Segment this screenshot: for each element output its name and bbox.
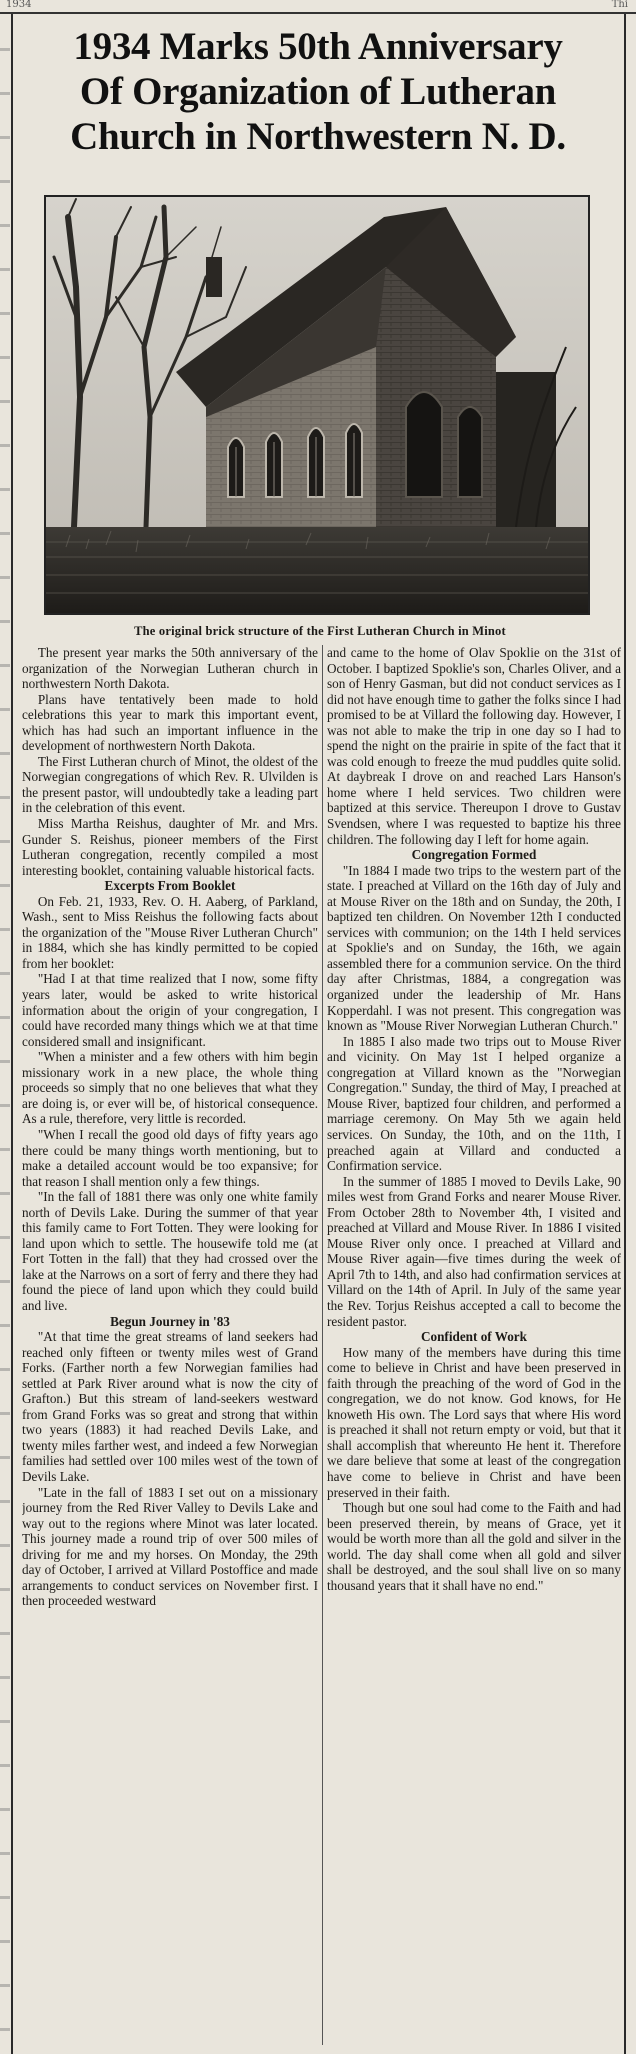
article-paragraph: and came to the home of Olav Spokliе on the 31st of October. I baptized Spoklie's son, Charles Oliver, and a son of Henry Gasman, but did not conduct services as I did not have enough time to gather the folks since I had promised to be at Villard the following day. However, I was not able to make the trip in one day so I had to spend the night on the prairie in spite of the fact that it was cold enough to freeze the mud puddles quite solid. At daybreak I drove on and reached Lars Hanson's home where I held services. Two children were baptized at this service. Thereupon I drove to Gustav Svendsen, where I was requested to baptize his three children. The following day I left for home again. — [327, 645, 621, 847]
column-rule — [322, 645, 323, 2045]
headline-line-1: 1934 Marks 50th Anniversary — [73, 25, 563, 68]
headline — [18, 24, 618, 159]
article-paragraph: In 1885 I also made two trips out to Mouse River and vicinity. On May 1st I helped organize a congregation at Villard known as the "Norwegian Congregation." Sunday, the third of May, I preached at Mouse River, baptized four children, and performed a marriage ceremony. On May 5th we again held services. On Sunday, the 10th, and on the 11th, I preached again at Villard and conducted a Confirmation service. — [327, 1033, 621, 1174]
article-paragraph: In the summer of 1885 I moved to Devils Lake, 90 miles west from Grand Forks and nearer Mouse River. From October 28th to November 4th, I visited and preached at Villard and Mouse River. In 1886 I visited Mouse River only once. I preached at Villard and Mouse River again—five times during the week of April 7th to 14th, and also had confirmation services at Villard on the 14th of April. In July of the same year the Rev. Torjus Reishus accepted a call to become the resident pastor. — [327, 1173, 621, 1329]
article-paragraph: Miss Martha Reishus, daughter of Mr. and Mrs. Gunder S. Reishus, pioneer members of the First Lutheran congregation, recently compiled a most interesting booklet, containing valuable historical facts. — [22, 816, 318, 878]
article-paragraph: "When I recall the good old days of fifty years ago there could be many things worth mentioning, but to make a detailed account would be too expansive; for that reason I shall mention only a few things. — [22, 1126, 318, 1189]
headline-line-2: Of Organization of Lutheran — [79, 70, 557, 113]
article-paragraph: On Feb. 21, 1933, Rev. O. H. Aaberg, of Parkland, Wash., sent to Miss Reishus the following facts about the organization of the "Mouse River Lutheran Church" in 1884, which she has kindly permitted to be copied from her booklet: — [22, 893, 318, 971]
page-edge-marks — [0, 30, 10, 2050]
subhead-begun-journey: Begun Journey in '83 — [110, 1313, 230, 1329]
article-paragraph: "Late in the fall of 1883 I set out on a missionary journey from the Red River Valley to Devils Lake and way out to the regions where Minot was later located. This journey made a round trip of over 500 miles of driving for me and my horses. On Monday, the 29th day of October, I arrived at Villard Postoffice and made arrangements to conduct services on November first. I then proceeded westward — [22, 1484, 318, 1609]
photo-caption: The original brick structure of the First Lutheran Church in Minot — [134, 624, 506, 638]
article-paragraph: "At that time the great streams of land seekers had reached only fifteen or twenty miles west of Grand Forks. (Farther north a few Norwegian families had settled at Park River around what is now the city of Grafton.) But this stream of land-seekers westward from Grand Forks was so great and strong that within two years (1883) it had reached Devils Lake, and twenty miles farther west, and indeed a few Norwegian families had settled over 100 miles west of the town of Devils Lake. — [22, 1329, 318, 1484]
article-paragraph: "When a minister and a few others with him begin missionary work in a new place, the whole thing proceeds so simply that no one believes that what they are doing is, or ever will be, of historical consequence. As a rule, therefore, very little is recorded. — [22, 1049, 318, 1127]
article-paragraph: Plans have tentatively been made to hold celebrations this year to mark this important event, which has had such an important influence in the development of northwestern North Dakota. — [22, 691, 318, 754]
subhead-excerpts: Excerpts From Booklet — [104, 878, 236, 894]
subhead-congregation-formed: Congregation Formed — [411, 847, 537, 863]
article-paragraph: "In 1884 I made two trips to the western part of the state. I preached at Villard on the 16th day of July and at Mouse River on the 18th and on Sunday, the 20th, I baptized ten children. On November 12th I conducted services with communion; on the 14th I held services at Spoklie's and on Sunday, the 16th, we again assembled there for a communion service. On the third day after Christmas, 1884, a congregation was organized under the leadership of Mr. Hans Kopperdahl. I was not present. This congregation was known as "Mouse River Norwegian Lutheran Church." — [327, 862, 621, 1034]
article-paragraph: The First Lutheran church of Minot, the oldest of the Norwegian congregations of which Rev. R. Ulvilden is the present pastor, will undoubtedly take a leading part in the celebration of this event. — [22, 753, 318, 816]
article-paragraph: "Had I at that time realized that I now, some fifty years later, would be asked to write historical information about the origin of your congregation, I could have recorded many things which we at that time considered small and insignificant. — [22, 971, 318, 1049]
article-paragraph: How many of the members have during this time come to believe in Christ and have been preserved in faith through the preaching of the word of God in the congregation, we do not know. God knows, for He knoweth His own. The Lord says that where His word is preached it shall not return empty or void, but that it shall accomplish that whereunto He hent it. Therefore we dare believe that some at least of the congregation have come to believe in Christ and have been preserved in their faith. — [327, 1344, 621, 1500]
article-column-left — [22, 645, 318, 2045]
page-number: 1934 — [6, 0, 32, 10]
page-folio: Thi — [611, 0, 628, 10]
right-frame-rule — [624, 14, 626, 2054]
article-paragraph: Though but one soul had come to the Faith and had been preserved therein, by means of Grace, yet it would be worth more than all the gold and silver in the world. The day shall come when all gold and silver shall be destroyed, and the soul shall live on so many thousand years that it shall have no end." — [327, 1500, 621, 1593]
article-column-right — [327, 645, 621, 2045]
article-paragraph: The present year marks the 50th anniversary of the organization of the Norwegian Lutheran church in northwestern North Dakota. — [22, 645, 318, 692]
top-rule — [0, 12, 636, 14]
headline-line-3: Church in Northwestern N. D. — [70, 115, 566, 158]
subhead-confident-of-work: Confident of Work — [420, 1329, 527, 1345]
article-paragraph: "In the fall of 1881 there was only one white family north of Devils Lake. During the summer of that year this family came to Fort Totten. They were looking for land upon which to settle. The housewife told me (at Fort Totten in the fall) that they had crossed over the lake at the Narrows on a sort of ferry and there they had found the piece of land upon which they could build and live. — [22, 1189, 318, 1313]
church-photo — [44, 195, 590, 615]
left-frame-rule — [11, 14, 13, 2054]
